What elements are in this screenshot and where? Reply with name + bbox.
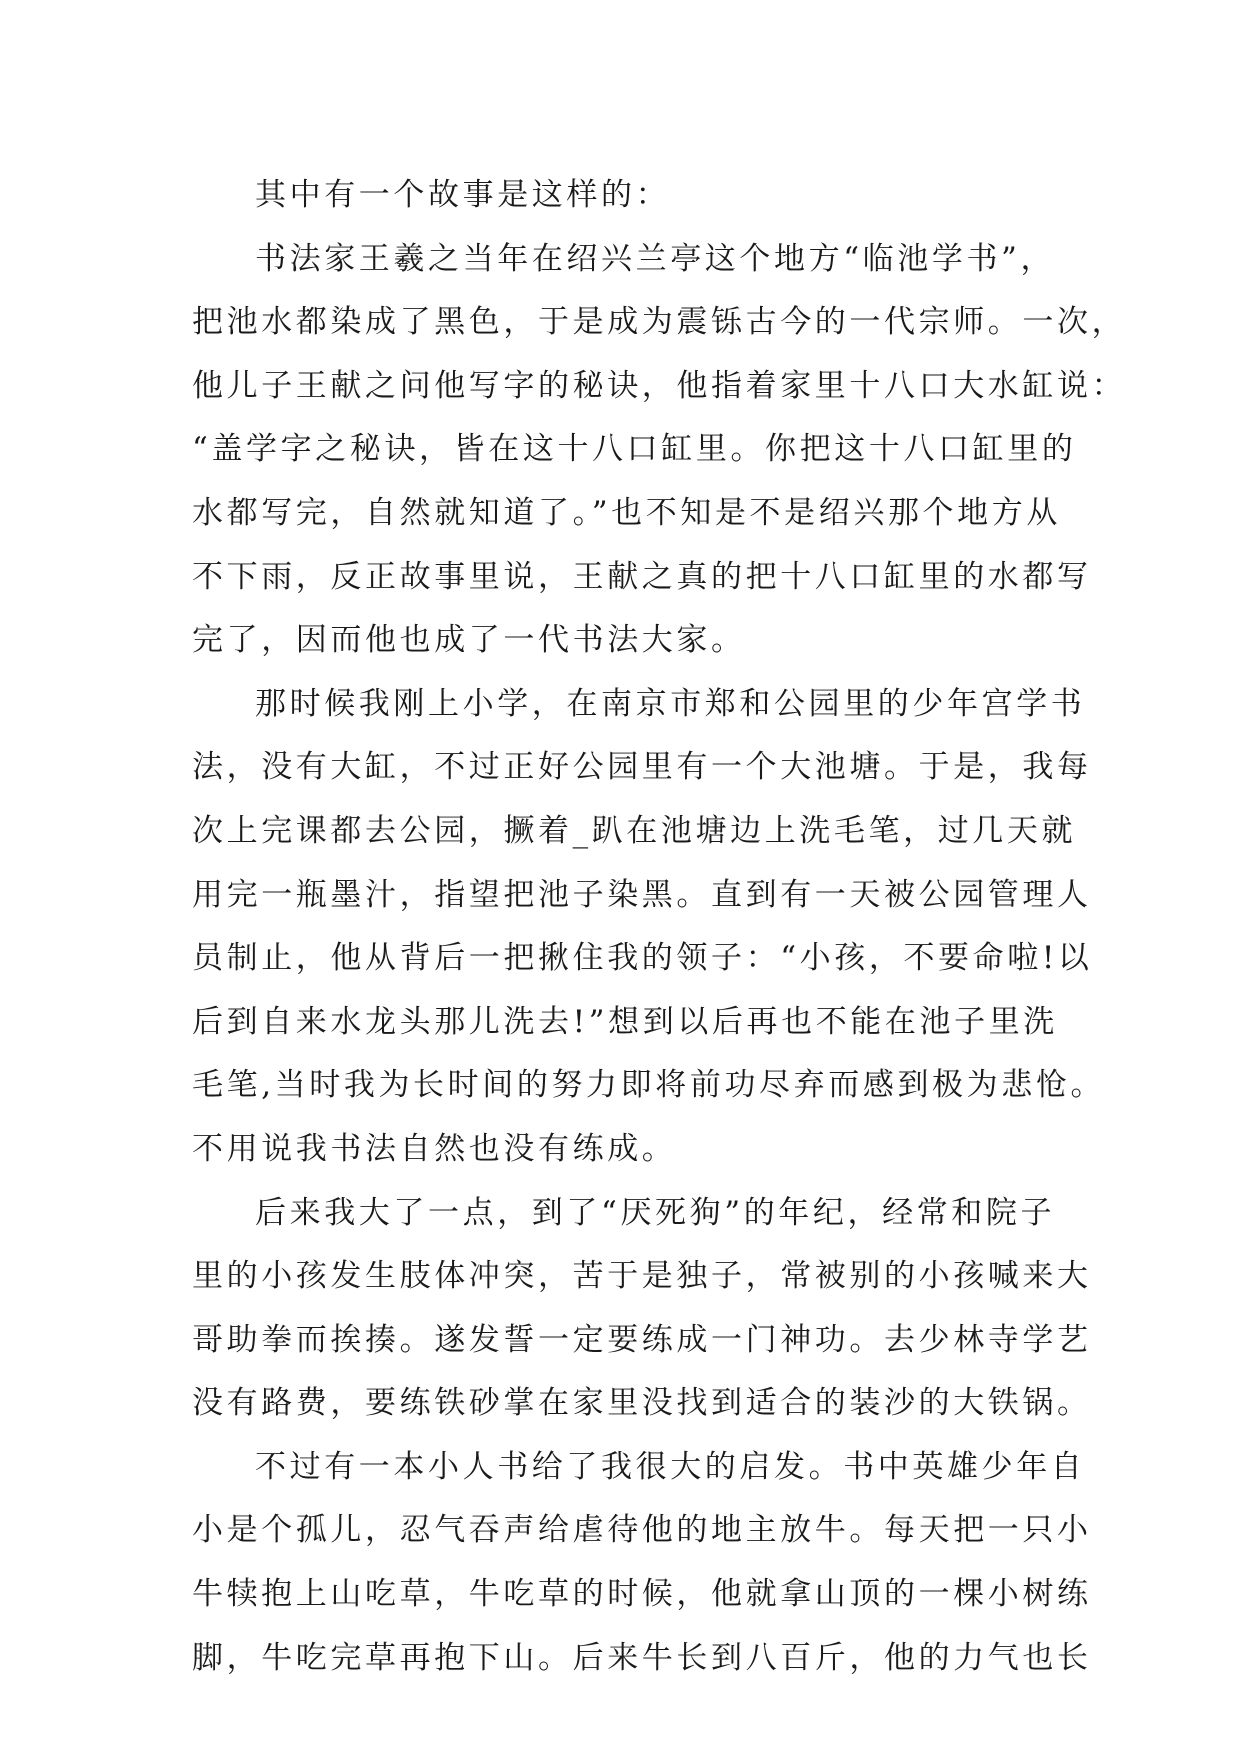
text-line: 后到自来水龙头那儿洗去!”想到以后再也不能在池子里洗 — [192, 1003, 1058, 1040]
text-line: 书法家王羲之当年在绍兴兰亭这个地方“临池学书”， — [255, 240, 1056, 277]
text-line: 其中有一个故事是这样的： — [255, 177, 671, 213]
text-line: 后来我大了一点，到了“厌死狗”的年纪，经常和院子 — [255, 1194, 1056, 1231]
text-line: 哥助拳而挨揍。遂发誓一定要练成一门神功。去少林寺学艺 — [192, 1321, 1092, 1358]
text-line: 水都写完，自然就知道了。”也不知是不是绍兴那个地方从 — [192, 494, 1061, 531]
text-line: 毛笔,当时我为长时间的努力即将前功尽弃而感到极为悲怆。 — [192, 1067, 1106, 1104]
text-line: 小是个孤儿，忍气吞声给虐待他的地主放牛。每天把一只小 — [192, 1512, 1092, 1549]
text-line: 用完一瓶墨汁，指望把池子染黑。直到有一天被公园管理人 — [192, 876, 1092, 913]
text-line: 不过有一本小人书给了我很大的启发。书中英雄少年自 — [255, 1448, 1086, 1485]
text-line: “盖学字之秘诀，皆在这十八口缸里。你把这十八口缸里的 — [192, 431, 1077, 468]
text-line: 不用说我书法自然也没有练成。 — [192, 1130, 677, 1167]
text-line: 不下雨，反正故事里说，王献之真的把十八口缸里的水都写 — [192, 558, 1092, 595]
text-line: 员制止，他从背后一把揪住我的领子：“小孩，不要命啦!以 — [192, 940, 1093, 977]
text-line: 没有路费，要练铁砂掌在家里没找到适合的装沙的大铁锅。 — [192, 1385, 1092, 1422]
document-body — [192, 164, 1127, 1690]
text-line: 把池水都染成了黑色，于是成为震铄古今的一代宗师。一次， — [192, 304, 1127, 341]
text-line: 那时候我刚上小学，在南京市郑和公园里的少年宫学书 — [255, 685, 1086, 722]
text-line: 他儿子王献之问他写字的秘诀，他指着家里十八口大水缸说： — [192, 367, 1127, 404]
text-line: 脚，牛吃完草再抱下山。后来牛长到八百斤，他的力气也长 — [192, 1639, 1092, 1676]
text-line: 牛犊抱上山吃草，牛吃草的时候，他就拿山顶的一棵小树练 — [192, 1576, 1092, 1613]
text-line: 里的小孩发生肢体冲突，苦于是独子，常被别的小孩喊来大 — [192, 1258, 1092, 1295]
text-line: 法，没有大缸，不过正好公园里有一个大池塘。于是，我每 — [192, 749, 1092, 786]
text-line: 完了，因而他也成了一代书法大家。 — [192, 622, 746, 659]
text-line: 次上完课都去公园，撅着_趴在池塘边上洗毛笔，过几天就 — [192, 812, 1077, 849]
